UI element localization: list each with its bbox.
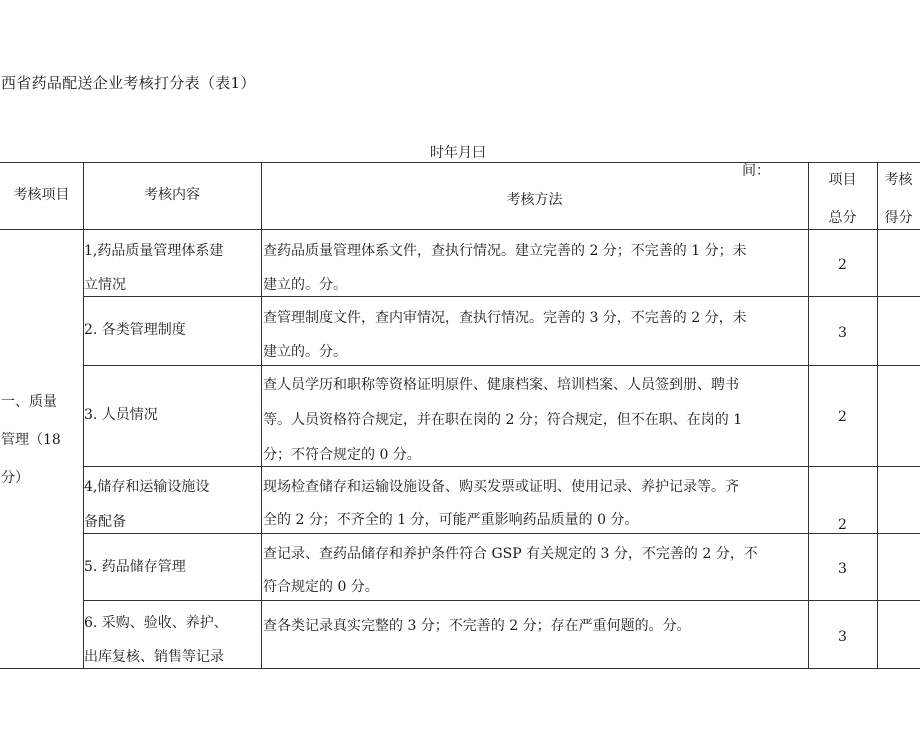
row-content-line: 立情况 (84, 277, 126, 293)
row-method-line: 查药品质量管理体系文件，查执行情况。建立完善的 2 分；不完善的 1 分；未 (263, 243, 747, 259)
row-divider (83, 296, 920, 297)
header-row-divider (0, 229, 920, 230)
row-method-line: 符合规定的 0 分。 (263, 579, 379, 595)
header-method: 考核方法 (506, 192, 563, 208)
header-content: 考核内容 (144, 187, 200, 203)
row-content-line: 出库复核、销售等记录 (84, 649, 224, 665)
row-method-line: 全的 2 分；不齐全的 1 分，可能严重影响药品质量的 0 分。 (263, 512, 639, 528)
row-method-line: 查各类记录真实完整的 3 分；不完善的 2 分；存在严重何题的。分。 (263, 618, 691, 634)
row-method-line: 现场检查储存和运输设施设备、购买发票或证明、使用记录、养护记录等。齐 (263, 479, 739, 495)
row-method-line: 分；不符合规定的 0 分。 (263, 447, 421, 463)
row-total-score: 3 (838, 325, 847, 341)
row-total-score: 2 (838, 257, 847, 273)
row-content-line: 2. 各类管理制度 (84, 322, 186, 338)
section-label-line: 一、质量 (1, 394, 57, 410)
row-content-line: 5. 药品储存管理 (84, 559, 186, 575)
row-total-score: 3 (838, 629, 847, 645)
date-line: 时年月曰 (430, 145, 486, 161)
header-total-line1: 项目 (828, 172, 857, 188)
section-label-line: 管理（18 (1, 432, 61, 448)
header-item: 考核项目 (13, 187, 70, 203)
row-method-line: 等。人员资格符合规定，并在职在岗的 2 分；符合规定，但不在职、在岗的 1 (263, 412, 743, 428)
table-border-top (0, 162, 920, 163)
row-method-line: 查记录、查药品储存和养护条件符合 GSP 有关规定的 3 分，不完善的 2 分，不 (263, 546, 758, 562)
row-total-score: 2 (838, 517, 847, 533)
row-content-line: 1,药品质量管理体系建 (84, 243, 224, 259)
header-score-line1: 考核 (884, 172, 913, 188)
row-content-line: 备配备 (84, 514, 126, 530)
section-label-line: 分） (1, 470, 29, 486)
header-total-line2: 总分 (828, 210, 857, 226)
row-divider (83, 600, 920, 601)
row-content-line: 6. 采购、验收、养护、 (84, 615, 228, 631)
row-method-line: 建立的。分。 (263, 277, 347, 293)
row-divider (83, 466, 920, 467)
row-divider (83, 365, 920, 366)
row-method-line: 查人员学历和职称等资格证明原件、健康档案、培训档案、人员签到册、聘书 (263, 377, 739, 393)
document-title: 西省药品配送企业考核打分表（表1） (1, 74, 256, 92)
col-divider (877, 162, 878, 669)
col-divider (261, 162, 262, 669)
row-total-score: 3 (838, 561, 847, 577)
row-content-line: 4,储存和运输设施设 (84, 479, 210, 495)
row-method-line: 查管理制度文件，查内审情况，查执行情况。完善的 3 分，不完善的 2 分，未 (263, 310, 747, 326)
row-total-score: 2 (838, 409, 847, 425)
row-method-line: 建立的。分。 (263, 344, 347, 360)
header-method-note: 间： (742, 163, 770, 179)
header-score-line2: 得分 (884, 210, 913, 226)
row-content-line: 3. 人员情况 (84, 407, 158, 423)
